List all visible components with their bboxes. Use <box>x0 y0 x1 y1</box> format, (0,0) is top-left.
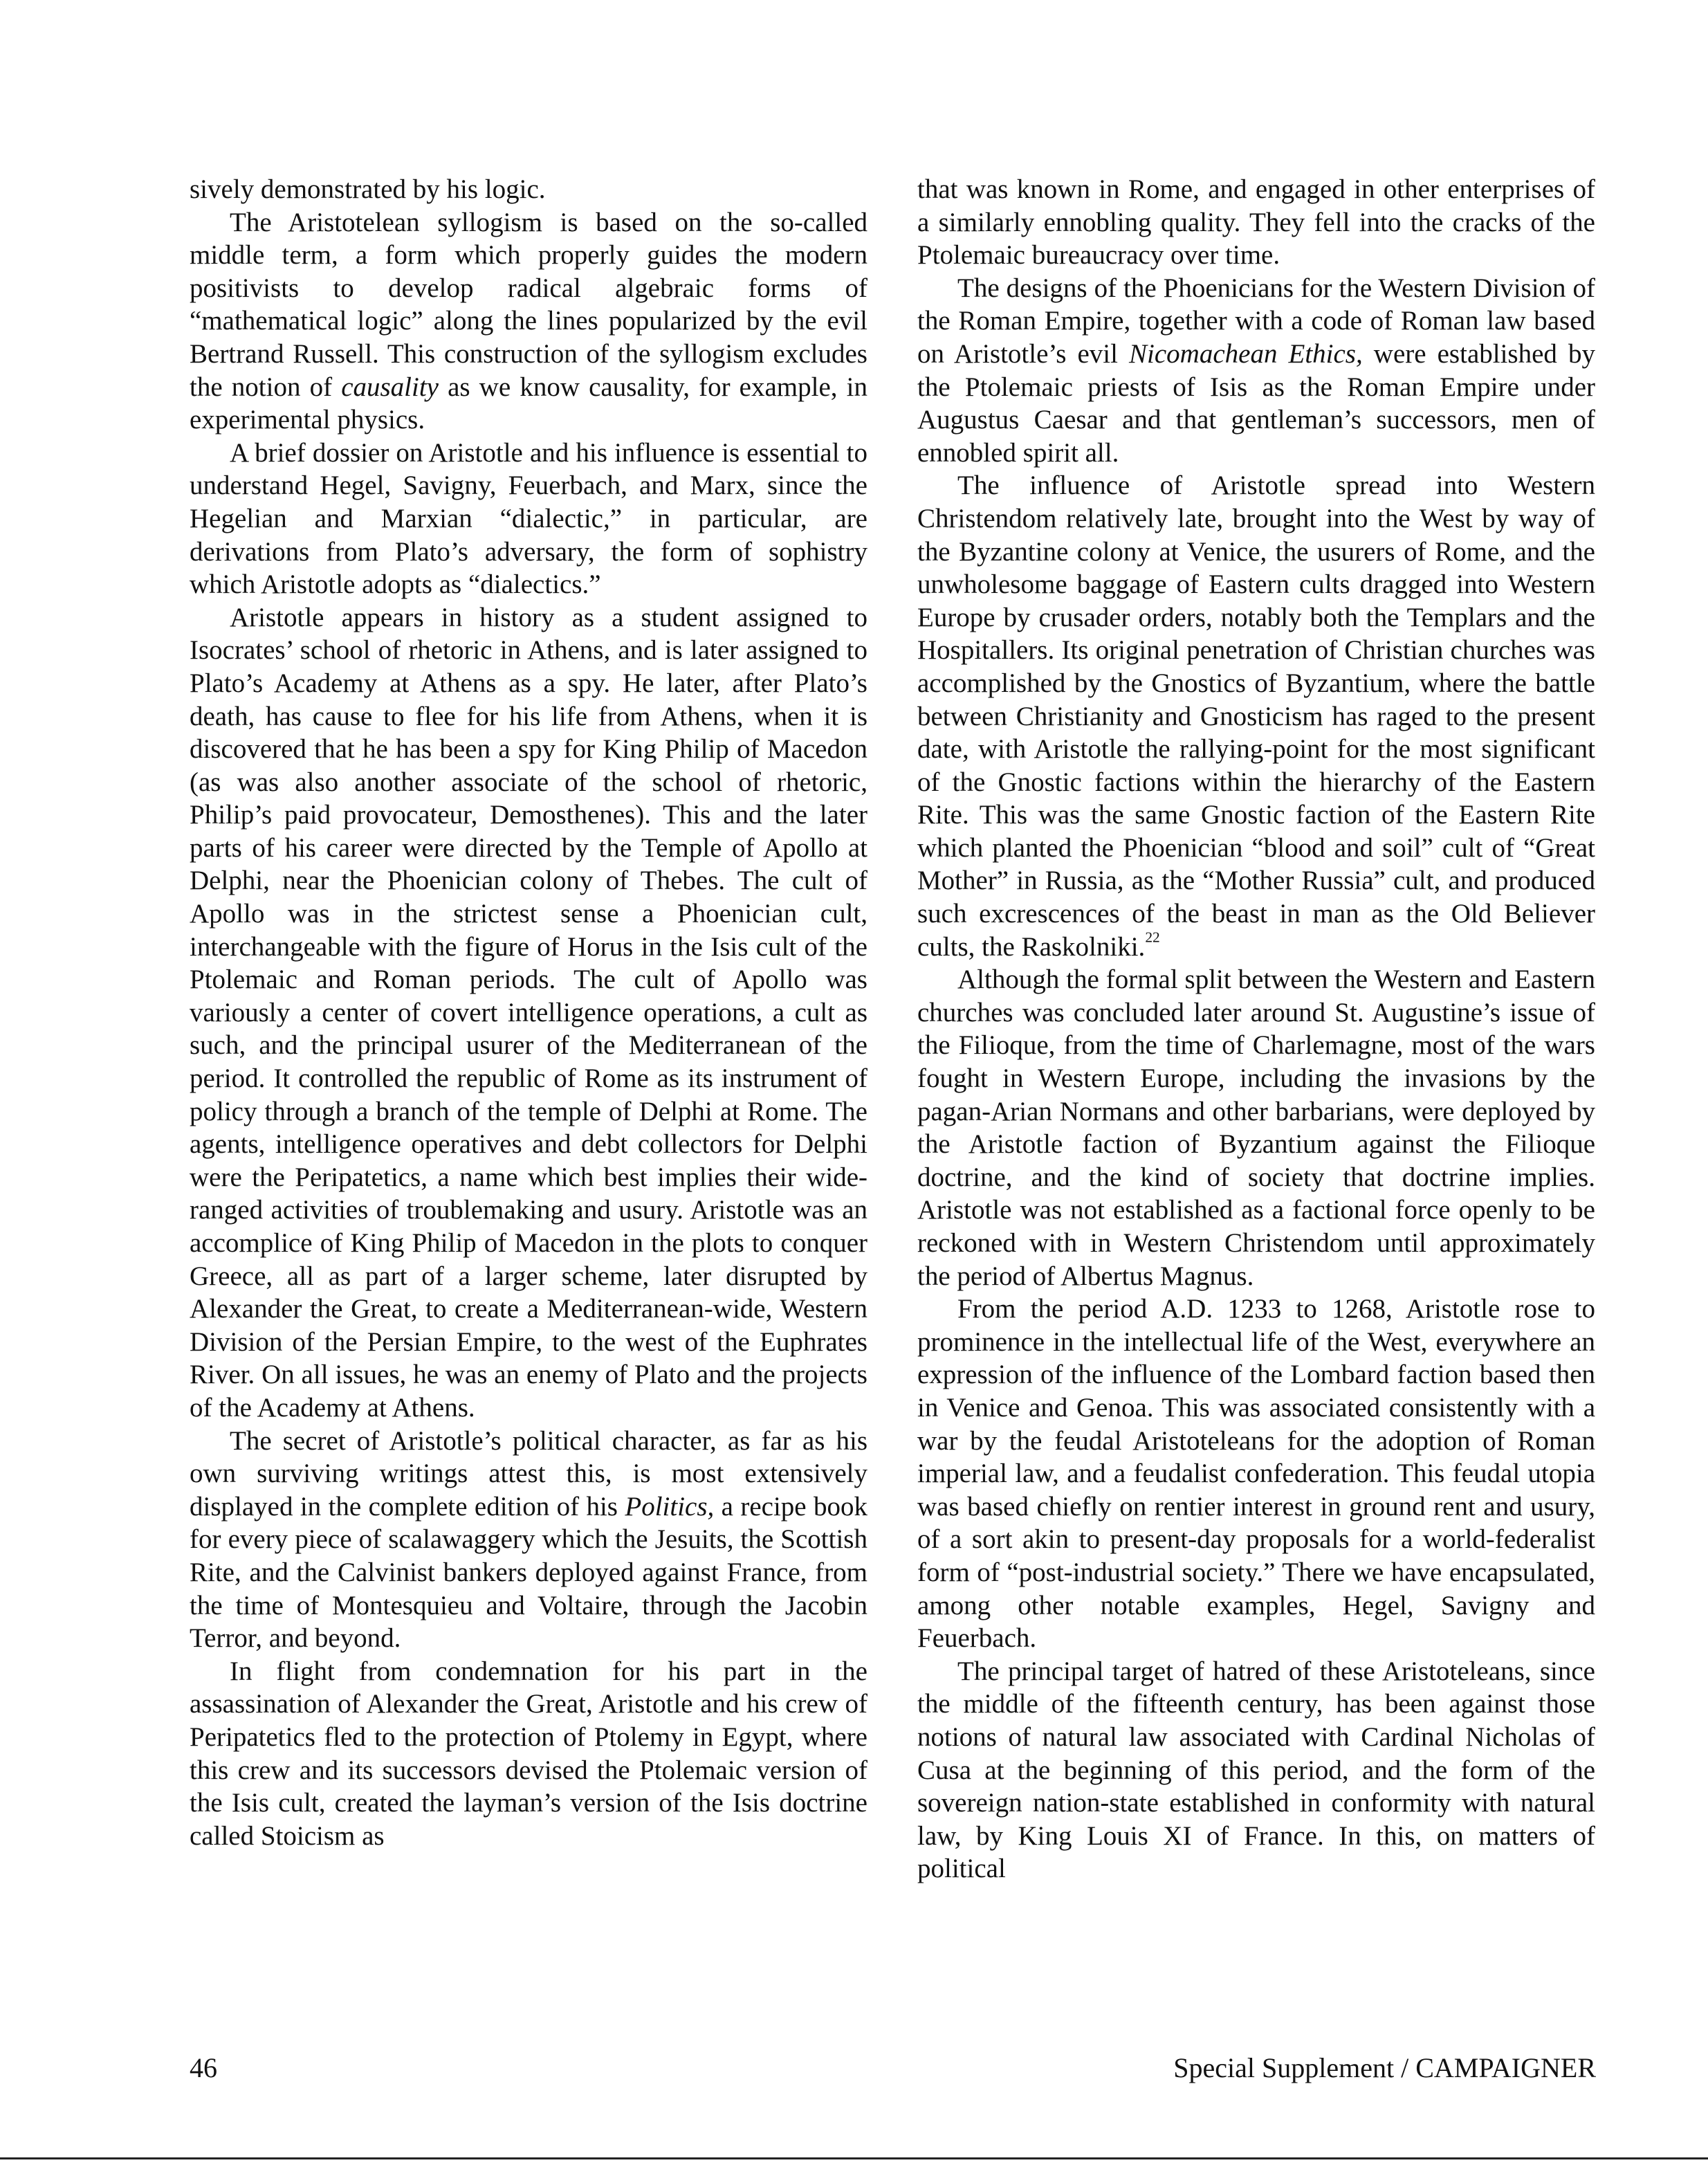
text-run: were established by the Ptolemaic priests of Isis as the Roman Empire under Augustus Caesar and that gentleman’s successors, men of ennobled spirit all. <box>917 338 1595 468</box>
paragraph <box>917 272 1595 470</box>
right-column <box>917 173 1595 1885</box>
text-run: The influence of Aristotle spread into Western Christendom relatively late, brought into the West by way of the Byzantine colony at Venice, the usurers of Rome, and the unwholesome baggage of Eastern cults dragged into Western Europe by crusader orders, notably both the Templars and the Hospitallers. Its original penetration of Christian churches was accomplished by the Gnostics of Byzantium, where the battle between Christianity and Gnosticism has raged to the present date, with Aristotle the rallying-point for the most significant of the Gnostic factions within the hierarchy of the Eastern Rite. This was the same Gnostic faction of the Eastern Rite which planted the Phoenician “blood and soil” cult of “Great Mother” in Russia, as the “Mother Russia” cult, and produced such excrescences of the beast in man as the Old Believer cults, the Raskolniki. <box>917 471 1595 962</box>
paragraph: Aristotle appears in history as a student assigned to Isocrates’ school of rhetoric in Athens, and is later assigned to Plato’s Academy at Athens as a spy. He later, after Plato’s death, has cause to flee for his life from Athens, when it is discovered that he has been a spy for King Philip of Macedon (as was also another associate of the school of rhetoric, Philip’s paid provocateur, Demosthenes). This and the later parts of his career were directed by the Temple of Apollo at Delphi, near the Phoenician colony of Thebes. The cult of Apollo was in the strictest sense a Phoenician cult, interchangeable with the figure of Horus in the Isis cult of the Ptolemaic and Roman periods. The cult of Apollo was variously a center of covert intelligence operations, a cult as such, and the principal usurer of the Mediterranean of the period. It controlled the republic of Rome as its instrument of policy through a branch of the temple of Delphi at Rome. The agents, intelligence operatives and debt collectors for Delphi were the Peripatetics, a name which best implies their wide-ranged activities of troublemaking and usury. Aristotle was an accomplice of King Philip of Macedon in the plots to conquer Greece, all as part of a larger scheme, later disrupted by Alexander the Great, to create a Mediterranean-wide, Western Division of the Persian Empire, to the west of the Euphrates River. On all issues, he was an enemy of Plato and the projects of the Academy at Athens. <box>190 602 867 1423</box>
paragraph: A brief dossier on Aristotle and his influence is essential to understand Hegel, Savigny, Feuerbach, and Marx, since the Hegelian and Marxian “dialectic,” in particular, are derivations from Plato’s adversary, the form of sophistry which Aristotle adopts as “dialectics.” <box>190 437 867 600</box>
text-run: The secret of Aristotle’s political character, as far as his own surviving writings attest this, is most extensively displayed in the complete edition of his <box>190 1425 867 1522</box>
italic-term: Nicomachean Ethics, <box>1129 338 1363 369</box>
running-footer: Special Supplement / CAMPAIGNER <box>1173 2052 1596 2083</box>
paragraph: that was known in Rome, and engaged in other enterprises of a similarly ennobling quality. They fell into the cracks of the Ptolemaic bureaucracy over time. <box>917 174 1595 271</box>
paragraph: From the period A.D. 1233 to 1268, Aristotle rose to prominence in the intellectual life of the West, everywhere an expression of the influence of the Lombard faction based then in Venice and Genoa. This was associated consistently with a war by the feudal Aristoteleans for the adoption of Roman imperial law, and a feudalist confederation. This feudal utopia was based chiefly on rentier interest in ground rent and usury, of a sort akin to present-day proposals for a world-federalist form of “post-industrial society.” There we have encapsulated, among other notable examples, Hegel, Savigny and Feuerbach. <box>917 1294 1595 1654</box>
footnote-marker[interactable]: 22 <box>1145 929 1160 946</box>
page-number: 46 <box>190 2052 217 2083</box>
text-run: as we know causality, for example, in experimental physics. <box>190 372 867 435</box>
left-column <box>190 173 867 1852</box>
italic-term: causality <box>341 372 439 402</box>
paragraph: Although the formal split between the Western and Eastern churches was concluded later around St. Augustine’s issue of the Filioque, from the time of Charlemagne, most of the wars fought in Western Europe, including the invasions by the pagan-Arian Normans and other barbarians, were deployed by the Aristotle faction of Byzantium against the Filioque doctrine, and the kind of society that doctrine implies. Aristotle was not established as a factional force openly to be reckoned with in Western Christendom until approximately the period of Albertus Magnus. <box>917 965 1595 1291</box>
italic-term: Politics, <box>625 1491 715 1522</box>
text-run: a recipe book for every piece of scalawaggery which the Jesuits, the Scottish Rite, and the Calvinist bankers deployed against France, from the time of Montesquieu and Voltaire, through the Jacobin Terror, and beyond. <box>190 1491 867 1654</box>
paragraph <box>917 469 1595 963</box>
paragraph <box>190 1425 867 1655</box>
paragraph: sively demonstrated by his logic. <box>190 174 546 204</box>
text-run: The Aristotelean syllogism is based on the so-called middle term, a form which properly guides the modern positivists to develop radical algebraic forms of “mathematical logic” along the lines popularized by the evil Bertrand Russell. This construction of the syllogism excludes the notion of <box>190 207 867 402</box>
paragraph <box>190 206 867 437</box>
bottom-rule <box>0 2157 1708 2159</box>
text-run: The designs of the Phoenicians for the Western Division of the Roman Empire, together with a code of Roman law based on Aristotle’s evil <box>917 273 1595 369</box>
paragraph: The principal target of hatred of these Aristoteleans, since the middle of the fifteenth century, has been against those notions of natural law associated with Cardinal Nicholas of Cusa at the beginning of this period, and the form of the sovereign nation-state established in conformity with natural law, by King Louis XI of France. In this, on matters of political <box>917 1656 1595 1884</box>
paragraph: In flight from condemnation for his part in the assassination of Alexander the Great, Aristotle and his crew of Peripatetics fled to the protection of Ptolemy in Egypt, where this crew and its successors devised the Ptolemaic version of the Isis cult, created the layman’s version of the Isis doctrine called Stoicism as <box>190 1656 867 1851</box>
